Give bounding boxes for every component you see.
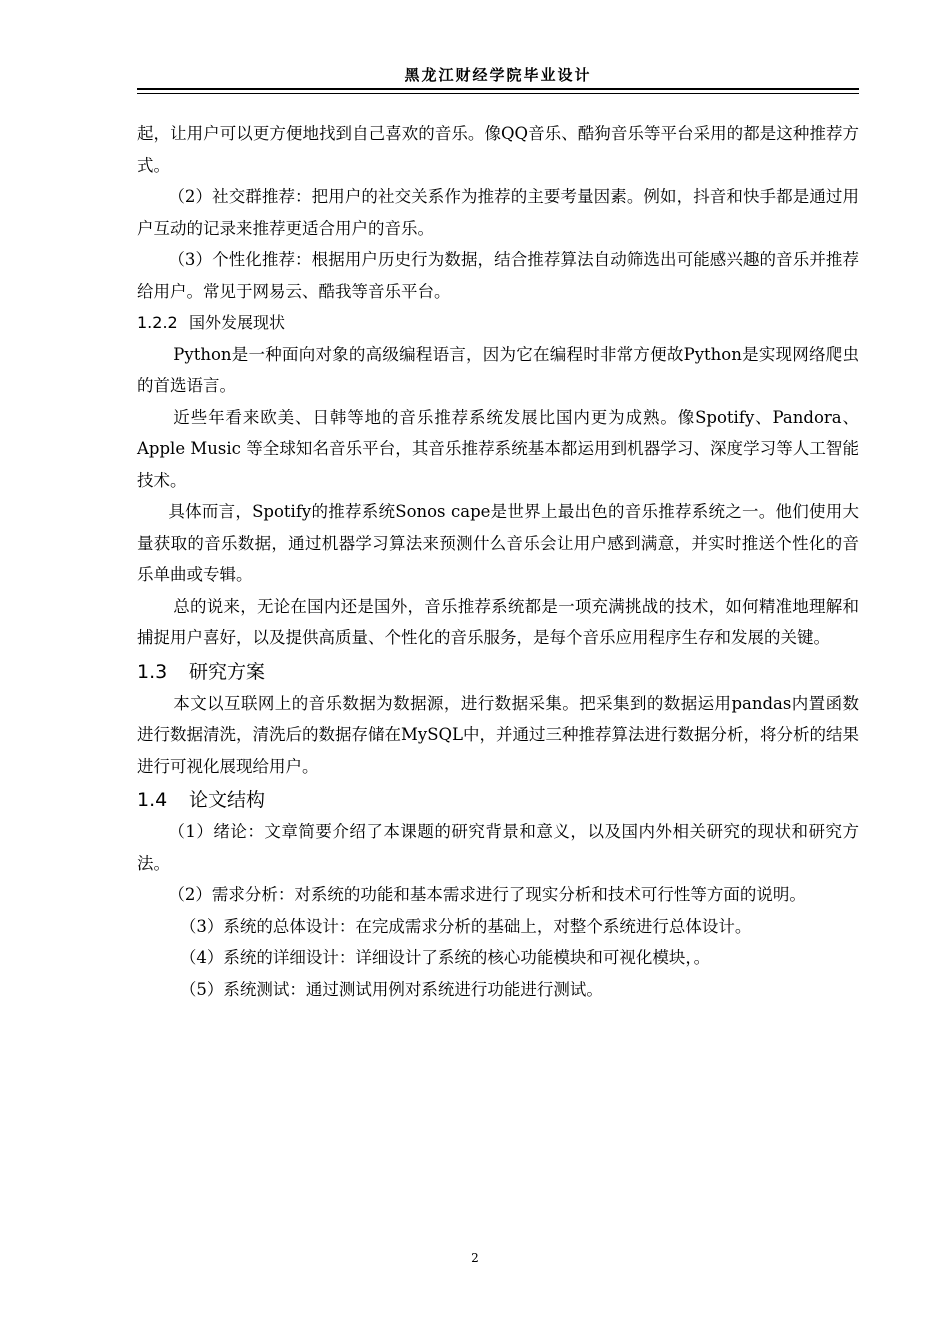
section-title: 国外发展现状 — [189, 313, 286, 332]
section-heading-1-2-2 — [137, 307, 859, 339]
paragraph: （4）系统的详细设计：详细设计了系统的核心功能模块和可视化模块，。 — [179, 948, 711, 967]
paragraph: 具体而言，Spotify的推荐系统Sonos cape是世界上最出色的音乐推荐系统之一。他们使用大量获取的音乐数据，通过机器学习算法来预测什么音乐会让用户感到满意，并实时推送个性化的音乐单曲或专辑。 — [137, 502, 859, 584]
section-title: 研究方案 — [189, 660, 266, 683]
paragraph: （5）系统测试：通过测试用例对系统进行功能进行测试。 — [179, 979, 603, 999]
header-rule-thick — [137, 88, 859, 90]
paragraph: Python是一种面向对象的高级编程语言，因为它在编程时非常方便故Python是实现网络爬虫的首选语言。 — [137, 344, 859, 395]
section-heading-1-3 — [137, 656, 859, 688]
paragraph: （2）需求分析：对系统的功能和基本需求进行了现实分析和技术可行性等方面的说明。 — [168, 885, 806, 904]
section-title: 论文结构 — [189, 789, 266, 811]
paragraph: （1）绪论：文章简要介绍了本课题的研究背景和意义，以及国内外相关研究的现状和研究方法。 — [137, 822, 859, 873]
page-header-title: 黑龙江财经学院毕业设计 — [404, 66, 592, 84]
paragraph: 总的说来，无论在国内还是国外，音乐推荐系统都是一项充满挑战的技术，如何精准地理解和捕捉用户喜好，以及提供高质量、个性化的音乐服务，是每个音乐应用程序生存和发展的关键。 — [137, 596, 859, 647]
header-rule-thin — [137, 93, 859, 94]
section-number: 1.3 — [137, 660, 168, 683]
paragraph: （3）个性化推荐：根据用户历史行为数据，结合推荐算法自动筛选出可能感兴趣的音乐并推荐给用户。常见于网易云、酷我等音乐平台。 — [137, 250, 859, 301]
paragraph: （2）社交群推荐：把用户的社交关系作为推荐的主要考量因素。例如，抖音和快手都是通过用户互动的记录来推荐更适合用户的音乐。 — [137, 187, 859, 238]
section-number: 1.4 — [137, 789, 168, 811]
page-number: 2 — [471, 1251, 479, 1265]
section-number: 1.2.2 — [137, 313, 178, 332]
document-body — [137, 118, 859, 1005]
paragraph: （3）系统的总体设计：在完成需求分析的基础上，对整个系统进行总体设计。 — [179, 916, 752, 936]
paragraph: 本文以互联网上的音乐数据为数据源，进行数据采集。把采集到的数据运用pandas内置函数进行数据清洗，清洗后的数据存储在MySQL中，并通过三种推荐算法进行数据分析，将分析的结果进行可视化展现给用户。 — [137, 693, 860, 776]
paragraph: 起，让用户可以更方便地找到自己喜欢的音乐。像QQ音乐、酷狗音乐等平台采用的都是这种推荐方式。 — [137, 124, 859, 175]
section-heading-1-4 — [137, 784, 859, 816]
paragraph: 近些年看来欧美、日韩等地的音乐推荐系统发展比国内更为成熟。像Spotify、Pandora、Apple Music 等全球知名音乐平台，其音乐推荐系统基本都运用到机器学习、深度学习等人工智能技术。 — [137, 407, 859, 490]
